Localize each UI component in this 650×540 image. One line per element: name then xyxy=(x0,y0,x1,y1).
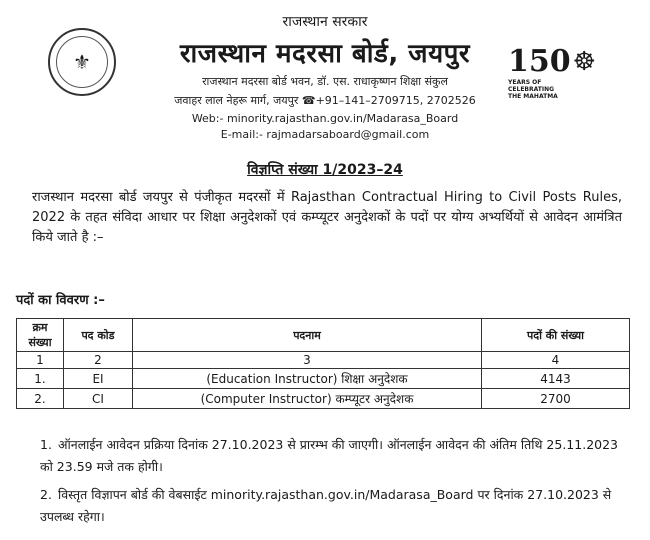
post-name-cell: (Computer Instructor) कम्प्यूटर अनुदेशक xyxy=(133,389,482,409)
intro-paragraph: राजस्थान मदरसा बोर्ड जयपुर से पंजीकृत मदरसों में Rajasthan Contractual Hiring to Civil Posts Rules, 2022 के तहत संविदा आधार पर शिक्षा अनुदेशकों एवं कम्प्यूटर अनुदेशकों के पदों पर योग्य अभ्यर्थियों से आवेदन आमंत्रित किये जाते है :– xyxy=(32,190,622,245)
section-title: पदों का विवरण :– xyxy=(16,293,105,308)
seal-icon: ⚜ xyxy=(56,36,108,88)
anniversary-emblem xyxy=(508,44,598,114)
serial-cell: 2. xyxy=(17,389,64,409)
table-header-row xyxy=(17,319,630,352)
board-seal xyxy=(48,28,116,96)
count-cell: 4143 xyxy=(482,369,630,389)
email-line: E-mail:- rajmadarsaboard@gmail.com xyxy=(220,128,430,141)
anniversary-number: 150 xyxy=(508,44,571,79)
note-text: ऑनलाईन आवेदन प्रक्रिया दिनांक 27.10.2023 से प्रारम्भ की जाएगी। ऑनलाईन आवेदन की अंतिम तिथि 25.11.2023 को 23.59 मजे तक होगी। xyxy=(40,437,619,474)
note-number: 2. xyxy=(40,487,52,502)
board-title: राजस्थान मदरसा बोर्ड, जयपुर xyxy=(179,39,471,69)
anniversary-text-3: THE MAHATMA xyxy=(508,93,558,100)
index-cell: 1 xyxy=(17,352,64,369)
index-cell: 4 xyxy=(482,352,630,369)
serial-cell: 1. xyxy=(17,369,64,389)
notice-title: विज्ञप्ति संख्या 1/2023–24 xyxy=(247,162,403,178)
col-serial: क्रम संख्या xyxy=(17,319,64,352)
chakra-icon: ☸ xyxy=(572,46,596,77)
col-post-code: पद कोड xyxy=(64,319,133,352)
note-item-2 xyxy=(40,484,630,528)
col-post-count: पदों की संख्या xyxy=(482,319,630,352)
code-cell: EI xyxy=(64,369,133,389)
anniversary-text-1: YEARS OF xyxy=(508,79,542,86)
posts-table xyxy=(16,318,630,409)
address-line-1: राजस्थान मदरसा बोर्ड भवन, डॉ. एस. राधाकृष्णन शिक्षा संकुल xyxy=(202,75,448,88)
government-label: राजस्थान सरकार xyxy=(282,14,368,30)
note-text: विस्तृत विज्ञापन बोर्ड की वेबसाईट minority.rajasthan.gov.in/Madarasa_Board पर दिनांक 27.10.2023 से उपलब्ध रहेगा। xyxy=(40,487,612,524)
post-name-cell: (Education Instructor) शिक्षा अनुदेशक xyxy=(133,369,482,389)
note-number: 1. xyxy=(40,437,52,452)
table-row xyxy=(17,389,630,409)
index-cell: 2 xyxy=(64,352,133,369)
code-cell: CI xyxy=(64,389,133,409)
table-index-row xyxy=(17,352,630,369)
address-line-2: जवाहर लाल नेहरू मार्ग, जयपुर ☎+91–141–2709715, 2702526 xyxy=(174,94,476,107)
website-line: Web:- minority.rajasthan.gov.in/Madarasa_Board xyxy=(191,112,459,125)
note-item-1 xyxy=(40,434,630,478)
table-row xyxy=(17,369,630,389)
col-post-name: पदनाम xyxy=(133,319,482,352)
index-cell: 3 xyxy=(133,352,482,369)
count-cell: 2700 xyxy=(482,389,630,409)
anniversary-text-2: CELEBRATING xyxy=(508,86,555,93)
